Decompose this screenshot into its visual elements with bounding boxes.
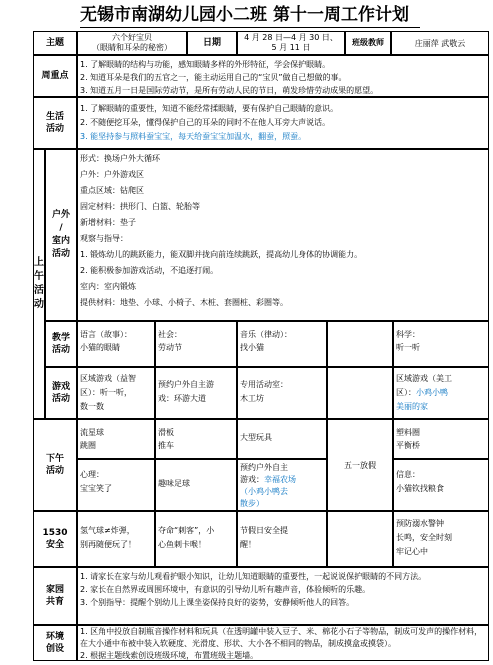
outdoor-line: 重点区域：钻爬区	[80, 186, 144, 195]
afternoon-cell	[393, 419, 489, 459]
game-cell-art	[393, 367, 489, 419]
outdoor-line: 室内：室内锻炼	[80, 282, 136, 291]
outdoor-line: 固定材料：拱形门、白篮、轮胎等	[80, 202, 200, 211]
afternoon-text: 跳圈	[80, 441, 96, 450]
afternoon-text: 滑板	[158, 428, 174, 437]
teaching-label	[45, 321, 77, 367]
safety-text: 长鸣，安全时刻	[396, 533, 452, 542]
afternoon-cell	[237, 419, 327, 459]
game-text: 木工坊	[240, 394, 264, 403]
afternoon-cell	[155, 419, 237, 459]
theme-label: 主题	[33, 31, 77, 55]
holiday-text: 五一放假	[344, 460, 376, 470]
life-content	[77, 97, 489, 149]
life-label-line: 生活	[45, 112, 64, 122]
game-cell-empty	[327, 367, 393, 419]
safety-text: 别再随便玩了！	[80, 540, 136, 549]
env-label-line: 创设	[45, 644, 64, 654]
afternoon-text: 小猫钦找粮食	[396, 484, 444, 493]
afternoon-text: 趣味足球	[158, 479, 190, 488]
theme-value	[77, 31, 187, 55]
safety-cell	[393, 511, 489, 567]
safety-cell	[237, 511, 327, 567]
afternoon-text: 宝宝笑了	[80, 484, 112, 493]
afternoon-text-highlight: 散步）	[240, 499, 264, 508]
life-line: 1. 了解眼睛的重要性，知道不能经常揉眼睛，要有保护自己眼睛的意识。	[80, 104, 339, 113]
teaching-subject: 科学：	[396, 330, 420, 339]
life-label	[33, 97, 77, 149]
safety-text: 夺命“刺客”，小	[158, 526, 215, 535]
teaching-topic: 劳动节	[158, 343, 182, 352]
outdoor-line: 提供材料：地垫、小球、小椅子、木桩、套圈桩、彩圈等。	[80, 298, 288, 307]
focus-content	[77, 55, 489, 97]
theme-name: 六个好宝贝	[112, 33, 152, 42]
teaching-label-line: 教学	[51, 333, 70, 343]
safety-text: 预防溺水警钟	[396, 519, 444, 528]
date-label: 日期	[187, 31, 237, 55]
outdoor-line: 户外：户外游戏区	[80, 170, 144, 179]
teaching-subject: 社会：	[158, 330, 182, 339]
safety-label-line: 安全	[45, 540, 64, 550]
game-cell-room	[237, 367, 327, 419]
afternoon-text: 流星球	[80, 428, 104, 437]
teaching-topic: 听一听	[396, 343, 420, 352]
outdoor-line: 1. 锻炼幼儿的跳跃能力，能双脚并拢向前连续跳跃，提高幼儿身体的协调能力。	[80, 250, 363, 259]
date-range: 4 月 28 日—4 月 30 日、	[244, 33, 338, 42]
focus-line: 2. 知道耳朵是我们的五官之一，能主动运用自己的“宝贝”做自己想做的事。	[80, 73, 347, 82]
afternoon-text: 预约户外自主	[240, 463, 288, 472]
safety-label-line: 1530	[42, 528, 68, 538]
afternoon-text: 游戏：	[240, 475, 264, 484]
outdoor-line: 观察与指导：	[80, 234, 128, 243]
safety-text: 牢记心中	[396, 547, 428, 556]
game-text: 戏：环游大道	[158, 394, 206, 403]
game-text-highlight: 小鸡小鸭	[416, 388, 448, 397]
family-label	[33, 567, 77, 625]
theme-subtitle: （眼睛和耳朵的秘密）	[92, 43, 172, 52]
games-label-line: 游戏	[51, 382, 70, 392]
life-line: 2. 不随便挖耳朵，懂得保护自己的耳朵的同时不在他人耳旁大声说话。	[80, 118, 331, 127]
focus-label: 周重点	[33, 55, 77, 97]
afternoon-label	[33, 419, 77, 511]
outdoor-line: 新增材料：垫子	[80, 218, 136, 227]
safety-cell	[155, 511, 237, 567]
family-content	[77, 567, 489, 625]
outdoor-line: 2. 能积极参加游戏活动，不追逐打闹。	[80, 266, 219, 275]
afternoon-cell	[77, 419, 155, 459]
game-text: 专用活动室：	[240, 380, 288, 389]
outdoor-label-line: 室内	[51, 236, 70, 246]
safety-cell-empty	[327, 511, 393, 567]
teacher-value: 庄丽萍 武敬云	[391, 31, 489, 55]
safety-text: 氢气球≠炸弹，	[80, 526, 135, 535]
date-extra: 5 月 11 日	[271, 43, 311, 52]
env-content	[77, 625, 489, 661]
week-plan-name: 第十一周工作计划	[273, 5, 409, 25]
morning-label-char: 动	[34, 299, 44, 310]
teacher-label: 班级教师	[345, 31, 391, 55]
teaching-cell-science	[393, 321, 489, 367]
safety-cell	[77, 511, 155, 567]
page-title	[80, 3, 420, 28]
family-line: 1. 请家长在家与幼儿观看护眼小知识，让幼儿知道眼睛的重要性，一起说说保护眼睛的不同方法。	[80, 572, 427, 581]
teaching-topic: 找小猫	[240, 343, 264, 352]
afternoon-text: 平衡桥	[396, 441, 420, 450]
game-text-highlight: 美丽的家	[396, 402, 428, 411]
afternoon-cell	[77, 459, 155, 511]
afternoon-text-highlight: （小鸡小鸭去	[240, 487, 288, 496]
morning-label-char: 活	[34, 285, 44, 296]
safety-text: 醒！	[240, 540, 256, 549]
teaching-label-line: 活动	[51, 345, 70, 355]
afternoon-label-line: 活动	[45, 466, 64, 476]
safety-text: 节假日安全提	[240, 526, 288, 535]
outdoor-content	[77, 149, 489, 321]
outdoor-label	[45, 149, 77, 321]
date-value	[237, 31, 345, 55]
game-cell-outdoor	[155, 367, 237, 419]
afternoon-text-highlight: 幸福农场	[264, 475, 296, 484]
life-line-highlight: 3. 能坚持参与照料蚕宝宝，每天给蚕宝宝加温水，翻蚕，照蚕。	[80, 132, 307, 141]
teaching-cell-language	[77, 321, 155, 367]
family-line: 3. 个别指导：提醒个别幼儿上课坐姿保持良好的姿势，安静倾听他人的回答。	[80, 598, 355, 607]
env-line: 1. 区角中投放自制瓶音操作材料和玩具（在透明罐中装入豆子、米、棉花小石子等物品，制成可发声的操作材料，在大小通中布被中装入软硬度、光滑度、形状、大小各不相同的物品，制成摸盒或摸袋）。	[80, 627, 483, 648]
afternoon-label-line: 下午	[45, 454, 64, 464]
morning-label-char: 午	[34, 271, 44, 282]
afternoon-cell	[393, 459, 489, 511]
safety-label	[33, 511, 77, 567]
teaching-subject: 音乐（律动）：	[240, 330, 292, 339]
morning-label	[33, 149, 45, 419]
env-label	[33, 625, 77, 661]
morning-label-char: 上	[34, 257, 44, 268]
afternoon-cell	[237, 459, 327, 511]
game-text: 预约户外自主游	[158, 380, 214, 389]
teaching-cell-music	[237, 321, 327, 367]
teaching-subject: 语言（故事）：	[80, 330, 132, 339]
teaching-cell-empty	[327, 321, 393, 367]
game-text: 区）：听一听，	[80, 388, 132, 397]
school-class-name: 无锡市南湖幼儿园小二班	[80, 5, 267, 25]
teaching-topic: 小猫的眼睛	[80, 343, 120, 352]
afternoon-cell	[155, 459, 237, 511]
game-text: 区）：	[396, 388, 416, 397]
game-text: 区域游戏（美工	[396, 374, 452, 383]
games-label-line: 活动	[51, 394, 70, 404]
game-text: 区域游戏（益智	[80, 374, 136, 383]
games-label	[45, 367, 77, 419]
game-cell-puzzle	[77, 367, 155, 419]
env-label-line: 环境	[45, 632, 64, 642]
family-label-line: 家园	[45, 585, 64, 595]
afternoon-text: 大型玩具	[240, 433, 272, 442]
afternoon-text: 心理：	[80, 470, 104, 479]
holiday-cell	[327, 419, 393, 511]
outdoor-label-line: 活动	[51, 249, 70, 259]
family-line: 2. 家长在自然界或周围环境中，有意识的引导幼儿听有趣声音，体验倾听的乐趣。	[80, 585, 371, 594]
afternoon-text: 塑料圈	[396, 428, 420, 437]
afternoon-text: 信息：	[396, 470, 420, 479]
life-label-line: 活动	[45, 124, 64, 134]
afternoon-text: 推车	[158, 441, 174, 450]
teaching-cell-social	[155, 321, 237, 367]
outdoor-line: 形式：换场户外大循环	[80, 154, 160, 163]
outdoor-label-line: 户外	[51, 210, 70, 220]
focus-line: 1. 了解眼睛的结构与功能，感知眼睛多样的外形特征，学会保护眼睛。	[80, 60, 331, 69]
game-text: 数一数	[80, 402, 104, 411]
safety-text: 心鱼刺卡喉！	[158, 540, 206, 549]
outdoor-label-line: /	[59, 223, 63, 233]
plan-table	[33, 31, 489, 661]
focus-line: 3. 知道五月一日是国际劳动节，是所有劳动人民的节日，萌发珍惜劳动成果的愿望。	[80, 86, 379, 95]
env-line: 2. 根据主题线索创设班级环境，布置班级主题墙。	[80, 651, 259, 660]
family-label-line: 共育	[45, 597, 64, 607]
